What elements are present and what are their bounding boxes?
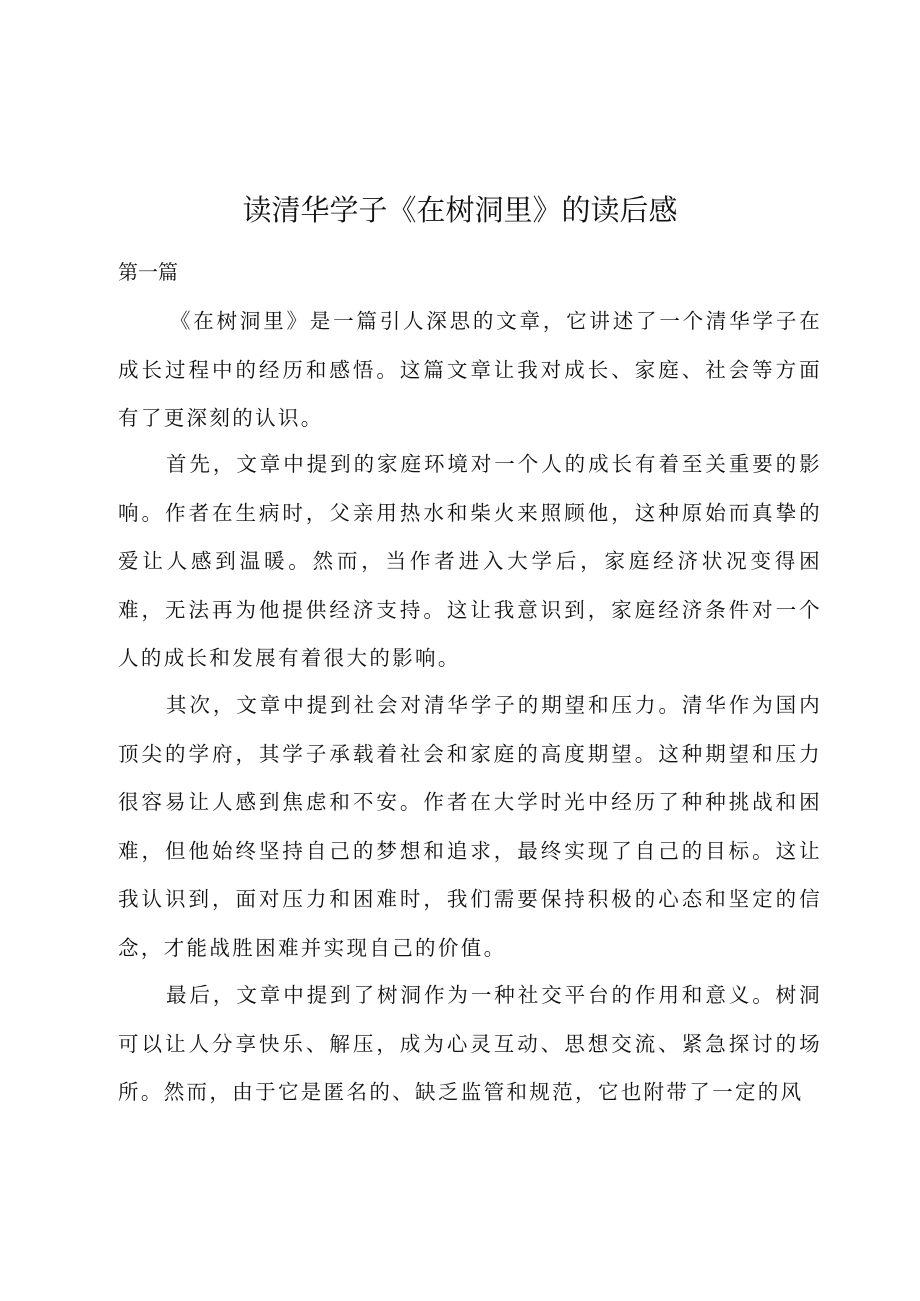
- paragraph-family: 首先，文章中提到的家庭环境对一个人的成长有着至关重要的影响。作者在生病时，父亲用热水和柴火来照顾他，这种原始而真挚的爱让人感到温暖。然而，当作者进入大学后，家庭经济状况变得困难，无法再为他提供经济支持。这让我意识到，家庭经济条件对一个人的成长和发展有着很大的影响。: [118, 452, 822, 670]
- document-title: 读清华学子《在树洞里》的读后感: [242, 193, 678, 227]
- paragraph-intro: 《在树洞里》是一篇引人深思的文章，它讲述了一个清华学子在成长过程中的经历和感悟。这篇文章让我对成长、家庭、社会等方面有了更深刻的认识。: [118, 309, 822, 430]
- paragraph-tree-hole: 最后，文章中提到了树洞作为一种社交平台的作用和意义。树洞可以让人分享快乐、解压，成为心灵互动、思想交流、紧急探讨的场所。然而，由于它是匿名的、缺乏监管和规范，它也附带了一定的风: [118, 983, 822, 1104]
- section-label: 第一篇: [118, 260, 178, 284]
- paragraph-society: 其次，文章中提到社会对清华学子的期望和压力。清华作为国内顶尖的学府，其学子承载着社会和家庭的高度期望。这种期望和压力很容易让人感到焦虑和不安。作者在大学时光中经历了种种挑战和困难，但他始终坚持自己的梦想和追求，最终实现了自己的目标。这让我认识到，面对压力和困难时，我们需要保持积极的心态和坚定的信念，才能战胜困难并实现自己的价值。: [118, 693, 822, 960]
